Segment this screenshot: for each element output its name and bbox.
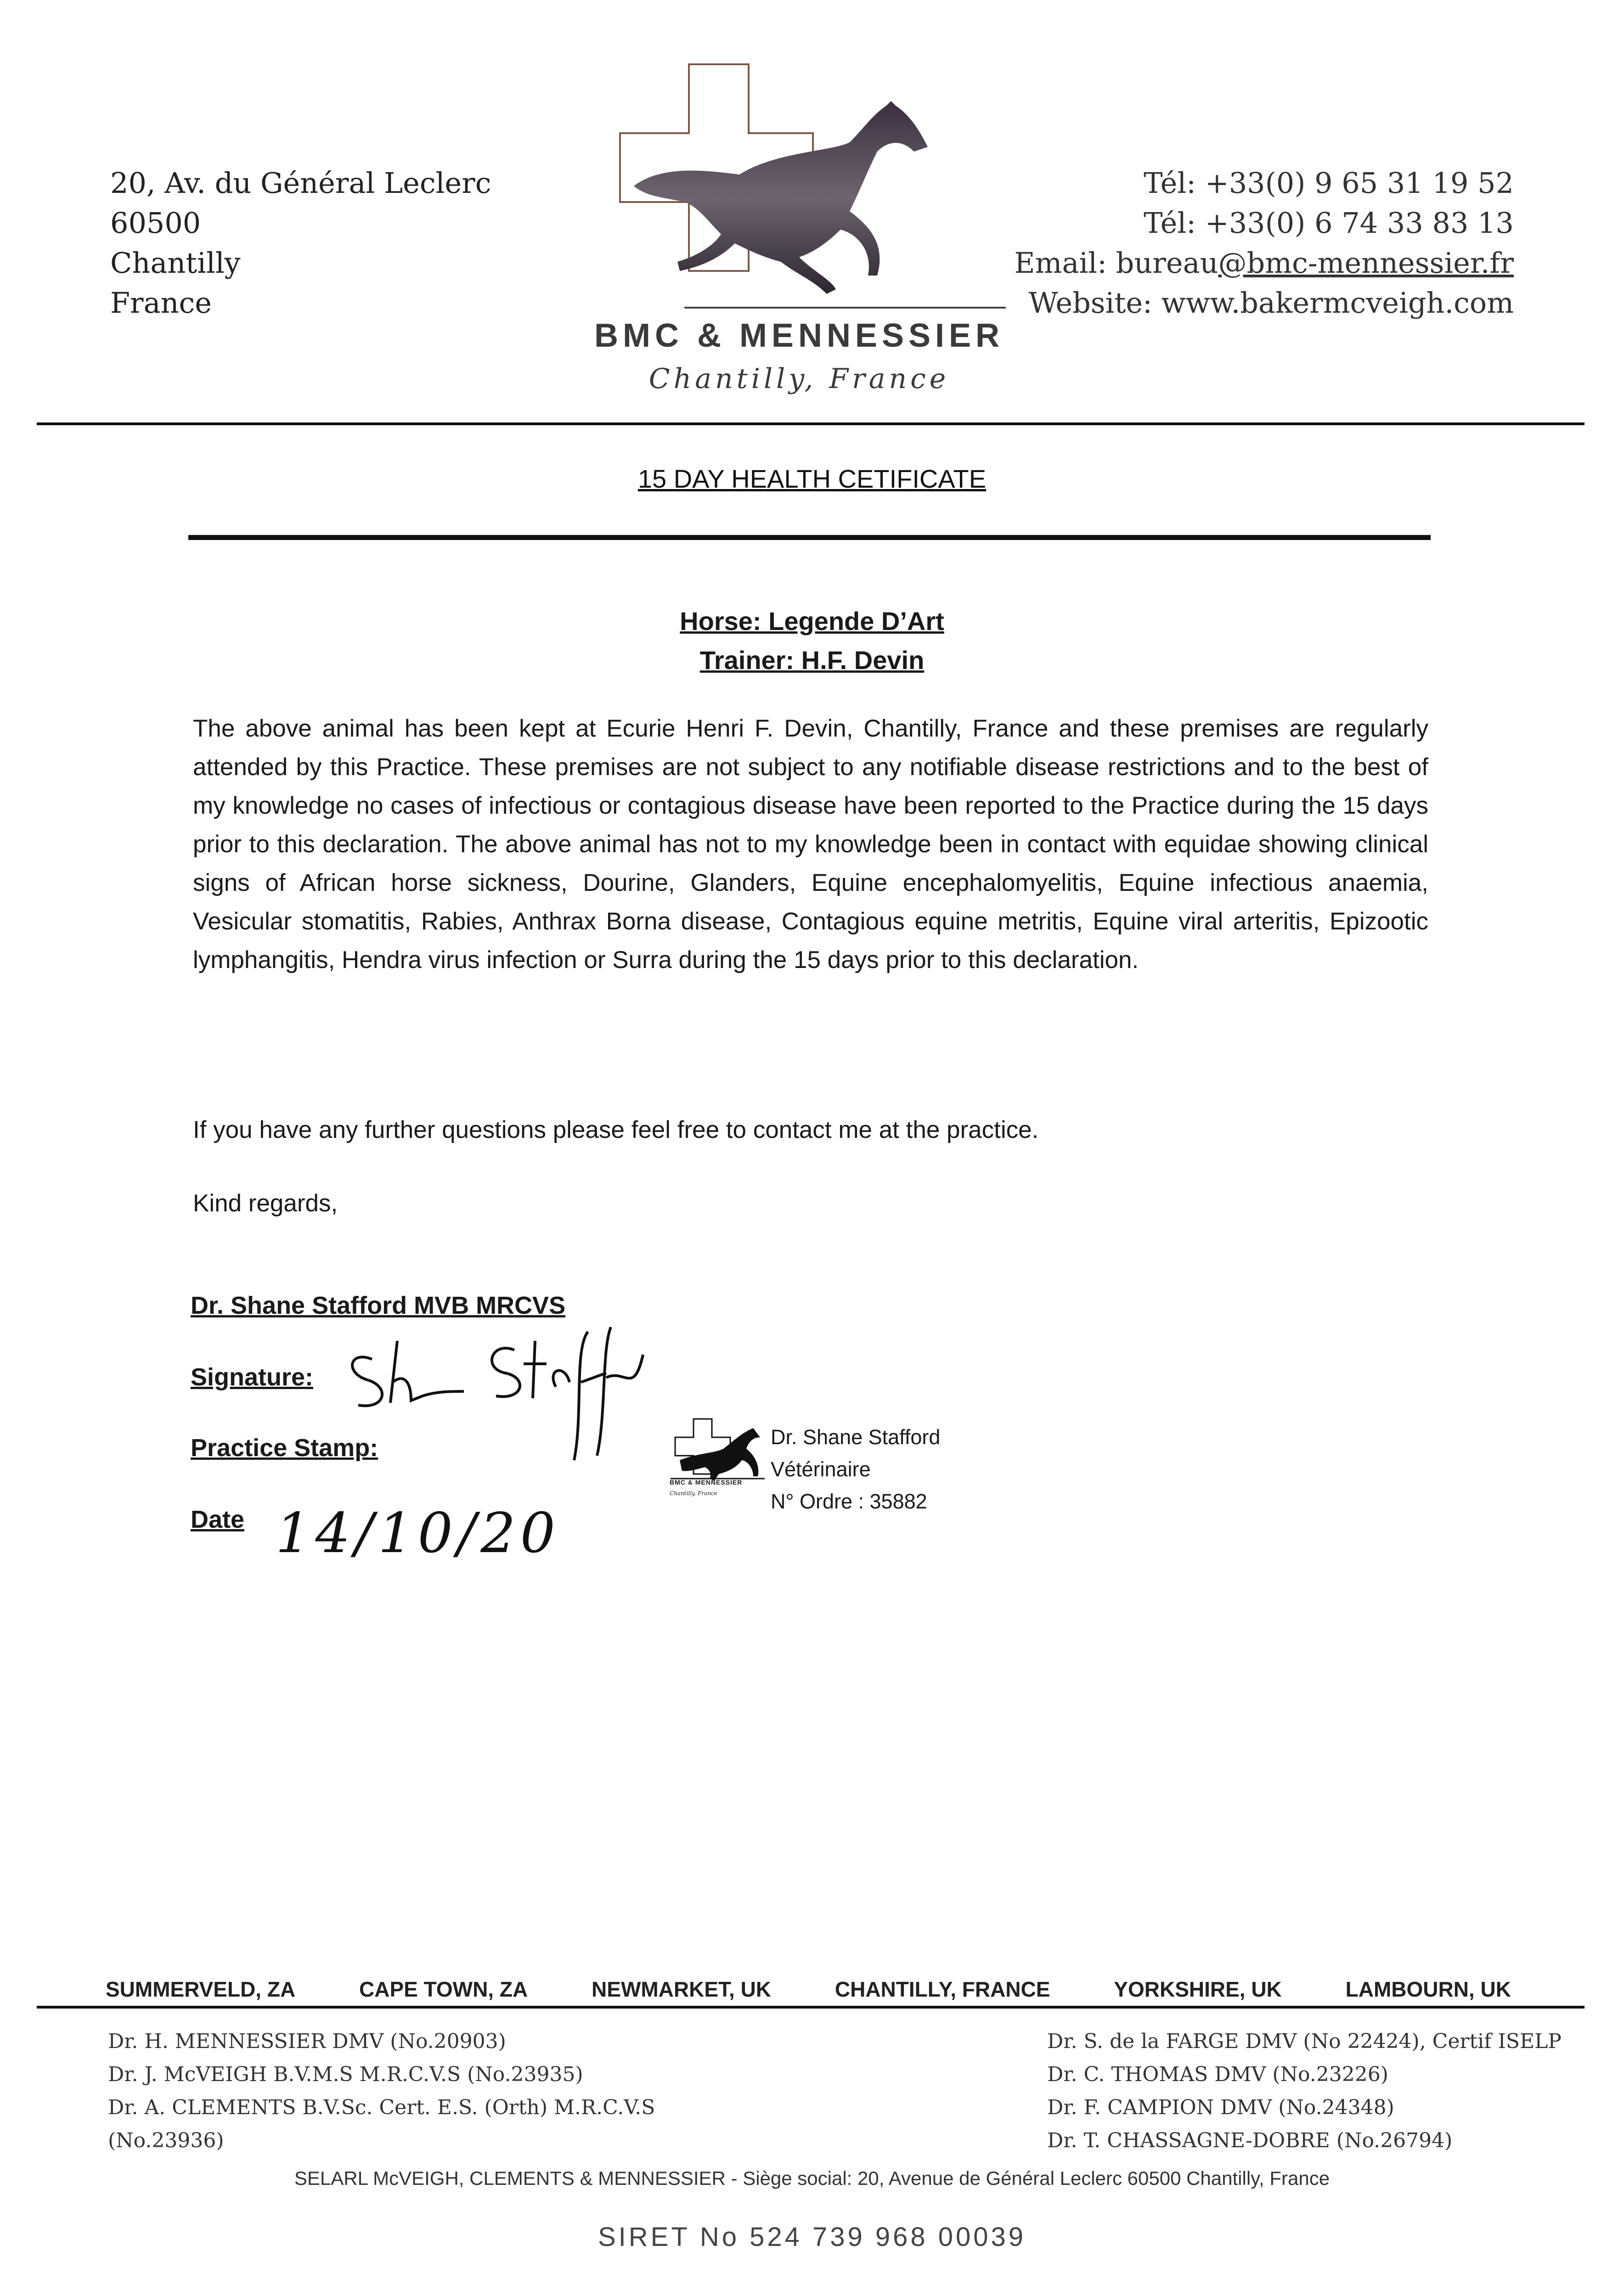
certificate-title: 15 DAY HEALTH CETIFICATE bbox=[637, 464, 987, 493]
address-country: France bbox=[110, 286, 212, 320]
stamp-vet-title: Vétérinaire bbox=[771, 1458, 871, 1481]
stamp-brand-location: Chantilly, France bbox=[670, 1490, 717, 1497]
certificate-body: The above animal has been kept at Ecurie Henri F. Devin, Chantilly, France and these premises are regularly attended by this Practice. These premises are not subject to any notifiable disease restrictions and to the best of my knowledge no cases of infectious or contagious disease have been reported to the Practice during the 15 days prior to this declaration. The above animal has not to my knowledge been in contact with equidae showing clinical signs of African horse sickness, Dourine, Glanders, Equine encephalomyelitis, Equine infectious anaemia, Vesicular stomatitis, Rabies, Anthrax Borna disease, Contagious equine metritis, Equine viral arteritis, Epizootic lymphangitis, Hendra virus infection or Surra during the 15 days prior to this declaration. bbox=[193, 715, 1428, 974]
stamp-brand: BMC & MENNESSIER bbox=[670, 1479, 743, 1486]
trainer-name: Trainer: H.F. Devin bbox=[699, 646, 925, 675]
office-location: LAMBOURN, UK bbox=[1345, 1977, 1511, 2001]
vet-entry: Dr. T. CHASSAGNE-DOBRE (No.26794) bbox=[1047, 2129, 1453, 2152]
header-divider bbox=[37, 422, 1585, 425]
address-city: Chantilly bbox=[110, 246, 241, 280]
office-location: SUMMERVELD, ZA bbox=[106, 1977, 296, 2001]
contact-tel-1: Tél: +33(0) 9 65 31 19 52 bbox=[1144, 166, 1514, 200]
siret-number: SIRET No 524 739 968 00039 bbox=[598, 2222, 1026, 2252]
handwritten-signature bbox=[331, 1322, 652, 1474]
contact-email bbox=[1014, 243, 1514, 283]
office-location: CHANTILLY, FRANCE bbox=[835, 1977, 1050, 2001]
vet-entry: Dr. F. CAMPION DMV (No.24348) bbox=[1047, 2096, 1394, 2119]
address-street: 20, Av. du Général Leclerc bbox=[110, 166, 491, 200]
stamp-order-number: N° Ordre : 35882 bbox=[771, 1490, 927, 1513]
footer-divider bbox=[37, 2006, 1585, 2009]
contact-email-link[interactable]: @bmc-mennessier.fr bbox=[1218, 246, 1514, 280]
footer-vets-right bbox=[1047, 2025, 1562, 2157]
signature-label: Signature: bbox=[191, 1363, 314, 1391]
address-postcode: 60500 bbox=[110, 206, 201, 240]
vet-entry: Dr. H. MENNESSIER DMV (No.20903) bbox=[108, 2030, 506, 2053]
vet-entry: Dr. S. de la FARGE DMV (No 22424), Certif ISELP bbox=[1047, 2030, 1562, 2053]
stamp-vet-name: Dr. Shane Stafford bbox=[771, 1425, 941, 1449]
vet-name: Dr. Shane Stafford MVB MRCVS bbox=[191, 1292, 566, 1319]
questions-line: If you have any further questions please feel free to contact me at the practice. bbox=[193, 1116, 1039, 1143]
office-location: CAPE TOWN, ZA bbox=[359, 1977, 528, 2001]
vet-entry: (No.23936) bbox=[108, 2129, 224, 2152]
logo-brand-name: BMC & MENNESSIER bbox=[594, 317, 1004, 354]
vet-entry: Dr. C. THOMAS DMV (No.23226) bbox=[1047, 2063, 1388, 2086]
practice-stamp-label: Practice Stamp: bbox=[191, 1434, 378, 1462]
company-registration: SELARL McVEIGH, CLEMENTS & MENNESSIER - Siège social: 20, Avenue de Général Leclerc 60500 Chantilly, France bbox=[294, 2167, 1330, 2189]
footer-vets-left bbox=[108, 2025, 655, 2157]
date-label: Date bbox=[191, 1506, 245, 1533]
handwritten-date bbox=[276, 1497, 560, 1570]
date-value: 14/10/20 bbox=[276, 1502, 560, 1565]
footer-offices bbox=[106, 1977, 1511, 2002]
horse-name: Horse: Legende D’Art bbox=[680, 607, 944, 636]
vet-entry: Dr. A. CLEMENTS B.V.Sc. Cert. E.S. (Orth) M.R.C.V.S bbox=[108, 2096, 655, 2119]
contact-email-prefix: Email: bureau bbox=[1014, 246, 1218, 280]
office-location: YORKSHIRE, UK bbox=[1114, 1977, 1282, 2001]
contact-website: Website: www.bakermcveigh.com bbox=[1028, 286, 1514, 320]
contact-tel-2: Tél: +33(0) 6 74 33 83 13 bbox=[1144, 206, 1514, 240]
office-location: NEWMARKET, UK bbox=[592, 1977, 772, 2001]
stamp-text bbox=[771, 1421, 940, 1518]
letterhead-address bbox=[110, 163, 491, 323]
vet-entry: Dr. J. McVEIGH B.V.M.S M.R.C.V.S (No.23935) bbox=[108, 2063, 583, 2086]
title-divider bbox=[188, 535, 1431, 540]
logo-brand-location: Chantilly, France bbox=[648, 363, 950, 395]
bmc-logo-horse-cross bbox=[592, 60, 1006, 409]
letterhead-contact bbox=[1014, 163, 1514, 323]
closing-regards: Kind regards, bbox=[193, 1190, 338, 1217]
